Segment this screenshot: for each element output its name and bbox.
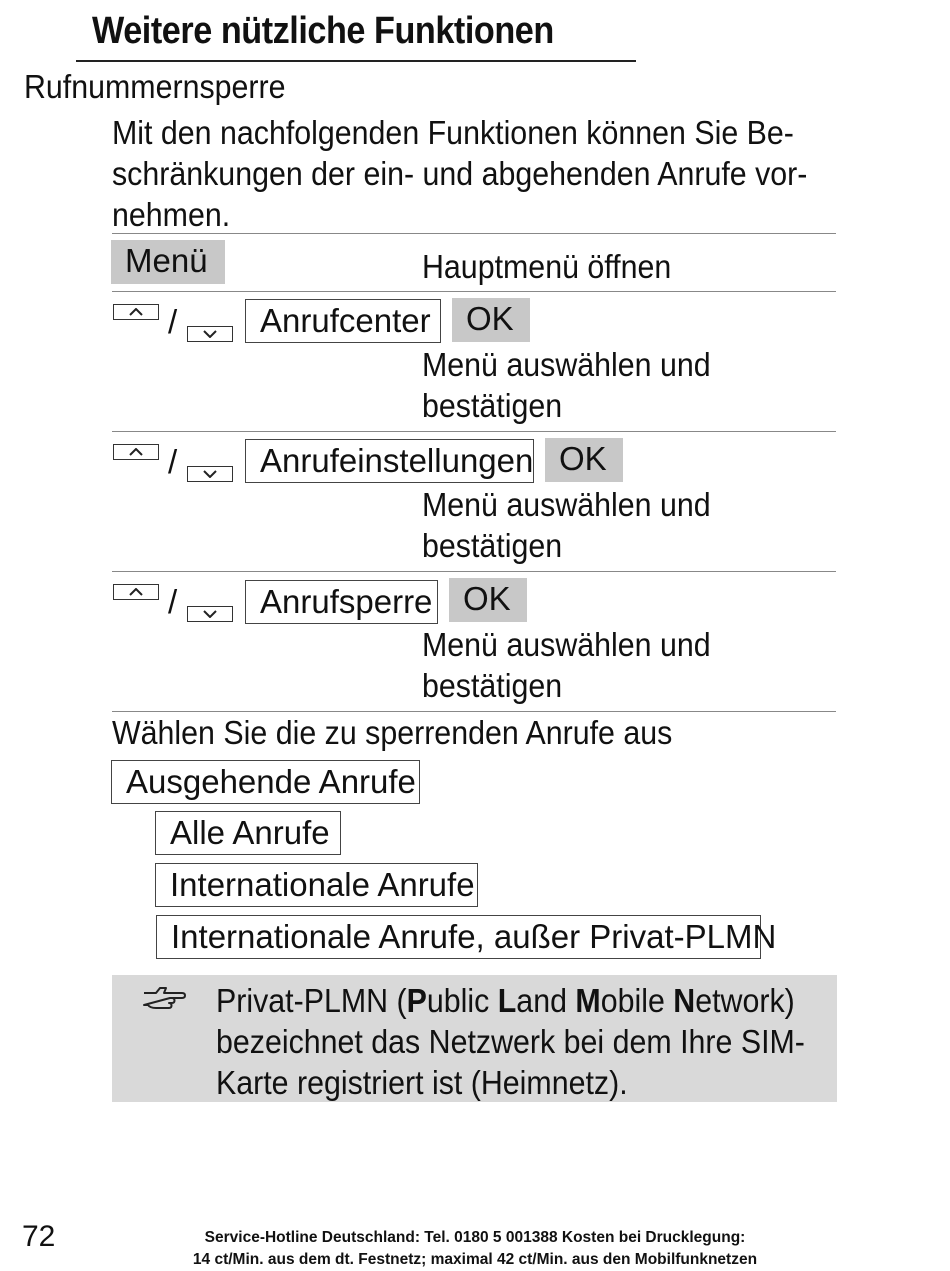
- divider: [112, 233, 836, 234]
- note-emphasis: M: [575, 982, 601, 1019]
- page-title: Weitere nützliche Funktionen: [92, 10, 554, 52]
- choose-prompt: Wählen Sie die zu sperrenden Anrufe aus: [112, 714, 673, 751]
- footer-line: Service-Hotline Deutschland: Tel. 0180 5 001388 Kosten bei Drucklegung:: [204, 1229, 746, 1246]
- down-key-icon[interactable]: [187, 606, 233, 622]
- down-key-icon[interactable]: [187, 326, 233, 342]
- option-all-calls[interactable]: Alle Anrufe: [155, 811, 341, 855]
- step-description: [422, 344, 711, 426]
- divider: [112, 291, 836, 292]
- menu-item-anrufcenter[interactable]: Anrufcenter: [245, 299, 441, 343]
- step-description: Hauptmenü öffnen: [422, 248, 672, 285]
- desc-line: bestätigen: [422, 667, 563, 704]
- note-emphasis: P: [406, 982, 427, 1019]
- note-line: Karte registriert ist (Heimnetz).: [216, 1064, 628, 1101]
- footer-hotline: [160, 1227, 790, 1271]
- intro-line: schränkungen der ein- und abgehenden Anrufe vor-: [112, 155, 808, 192]
- desc-line: Menü auswählen und: [422, 626, 711, 663]
- divider: [112, 571, 836, 572]
- note-text: [216, 980, 826, 1103]
- key-separator: /: [168, 303, 178, 340]
- ok-softkey[interactable]: OK: [545, 438, 623, 482]
- up-key-icon[interactable]: [113, 584, 159, 600]
- intro-line: nehmen.: [112, 196, 231, 233]
- desc-line: bestätigen: [422, 527, 563, 564]
- ok-softkey[interactable]: OK: [449, 578, 527, 622]
- note-fragment: obile: [600, 982, 674, 1019]
- up-key-icon[interactable]: [113, 444, 159, 460]
- option-international-calls[interactable]: Internationale Anrufe: [155, 863, 478, 907]
- note-fragment: Privat-PLMN (: [216, 982, 407, 1019]
- note-fragment: and: [516, 982, 576, 1019]
- desc-line: Menü auswählen und: [422, 346, 711, 383]
- desc-line: Menü auswählen und: [422, 486, 711, 523]
- title-underline: [76, 60, 636, 62]
- intro-text: [112, 112, 808, 235]
- section-title: Rufnummernsperre: [24, 68, 286, 105]
- key-separator: /: [168, 583, 178, 620]
- divider: [112, 431, 836, 432]
- down-key-icon[interactable]: [187, 466, 233, 482]
- note-emphasis: N: [673, 982, 696, 1019]
- menu-item-anrufsperre[interactable]: Anrufsperre: [245, 580, 438, 624]
- note-line: [216, 980, 795, 1021]
- menu-softkey[interactable]: Menü: [111, 240, 225, 284]
- note-fragment: etwork): [695, 982, 795, 1019]
- ok-softkey[interactable]: OK: [452, 298, 530, 342]
- step-description: [422, 624, 711, 706]
- up-key-icon[interactable]: [113, 304, 159, 320]
- divider: [112, 711, 836, 712]
- note-fragment: ublic: [426, 982, 498, 1019]
- note-emphasis: L: [497, 982, 517, 1019]
- option-international-except-home[interactable]: Internationale Anrufe, außer Privat-PLMN: [156, 915, 761, 959]
- footer-line: 14 ct/Min. aus dem dt. Festnetz; maximal 42 ct/Min. aus den Mobilfunknetzen: [192, 1251, 758, 1268]
- step-description: [422, 484, 711, 566]
- menu-item-anrufeinstellungen[interactable]: Anrufeinstellungen: [245, 439, 534, 483]
- desc-line: bestätigen: [422, 387, 563, 424]
- note-line: bezeichnet das Netzwerk bei dem Ihre SIM-: [216, 1023, 805, 1060]
- intro-line: Mit den nachfolgenden Funktionen können Sie Be-: [112, 114, 794, 151]
- key-separator: /: [168, 443, 178, 480]
- pointing-hand-icon: [142, 984, 186, 1017]
- option-group-outgoing[interactable]: Ausgehende Anrufe: [111, 760, 420, 804]
- page-number: 72: [22, 1220, 56, 1253]
